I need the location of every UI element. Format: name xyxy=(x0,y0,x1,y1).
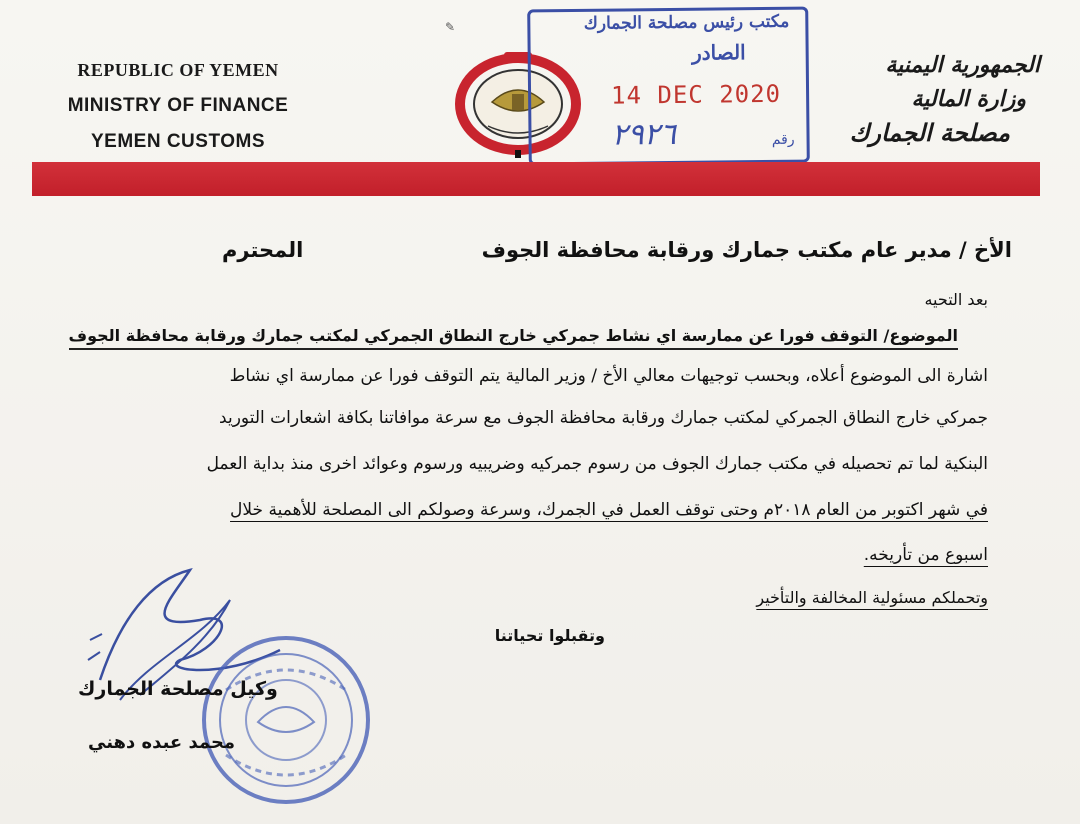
incoming-stamp xyxy=(527,7,810,166)
body-line-5: اسبوع من تأريخه. xyxy=(863,545,988,565)
english-letterhead xyxy=(28,52,328,160)
subject-line: الموضوع/ التوقف فورا عن ممارسة اي نشاط جمركي خارج النطاق الجمركي لمكتب جمارك ورقابة محافظة الجوف xyxy=(69,326,959,350)
addressee: الأخ / مدير عام مكتب جمارك ورقابة محافظة الجوف xyxy=(481,238,1012,262)
body-line-4: في شهر اكتوبر من العام ٢٠١٨م وحتى توقف العمل في الجمرك، وسرعة وصولكم الى المصلحة للأهمية خلال xyxy=(230,500,988,520)
arabic-line-ministry: وزارة المالية xyxy=(911,86,1026,112)
arabic-line-customs: مصلحة الجمارك xyxy=(849,118,1010,147)
arabic-line-republic: الجمهورية اليمنية xyxy=(885,52,1040,78)
stamp-date: 14 DEC 2020 xyxy=(610,79,782,110)
stamp-issued: الصادر xyxy=(691,40,746,65)
signatory-title: وكيل مصلحة الجمارك xyxy=(78,678,278,700)
english-line-ministry: MINISTRY OF FINANCE xyxy=(67,95,289,116)
closing-responsibility: وتحملكم مسئولية المخالفة والتأخير xyxy=(756,588,988,607)
stamp-office: مكتب رئيس مصلحة الجمارك xyxy=(583,11,790,34)
english-line-customs: YEMEN CUSTOMS xyxy=(90,131,265,152)
handwritten-mark: ✎ xyxy=(445,20,456,34)
body-line-2: جمركي خارج النطاق الجمركي لمكتب جمارك ورقابة محافظة الجوف مع سرعة موافاتنا بكافة اشعارات التوريد xyxy=(219,408,988,428)
body-line-1: اشارة الى الموضوع أعلاه، وبحسب توجيهات معالي الأخ / وزير المالية يتم التوقف فورا عن ممارسة اي نشاط xyxy=(229,366,988,386)
official-round-stamp-icon xyxy=(196,630,376,810)
body-line-3: البنكية لما تم تحصيله في مكتب جمارك الجوف من رسوم جمركيه وضريبيه ورسوم وعوائد اخرى منذ بداية العمل xyxy=(206,454,988,474)
stamp-number-label: رقم xyxy=(771,131,795,148)
arabic-letterhead xyxy=(800,48,1040,150)
greeting: بعد التحيه xyxy=(924,290,988,309)
english-line-republic: REPUBLIC OF YEMEN xyxy=(77,60,279,80)
respected-salutation: المحترم xyxy=(222,238,304,262)
header-red-band xyxy=(32,162,1040,196)
stamp-number: ٢٩٢٦ xyxy=(611,116,677,153)
closing-regards: وتقبلوا تحياتنا xyxy=(494,626,605,645)
signatory-name: محمد عبده دهني xyxy=(88,732,236,753)
